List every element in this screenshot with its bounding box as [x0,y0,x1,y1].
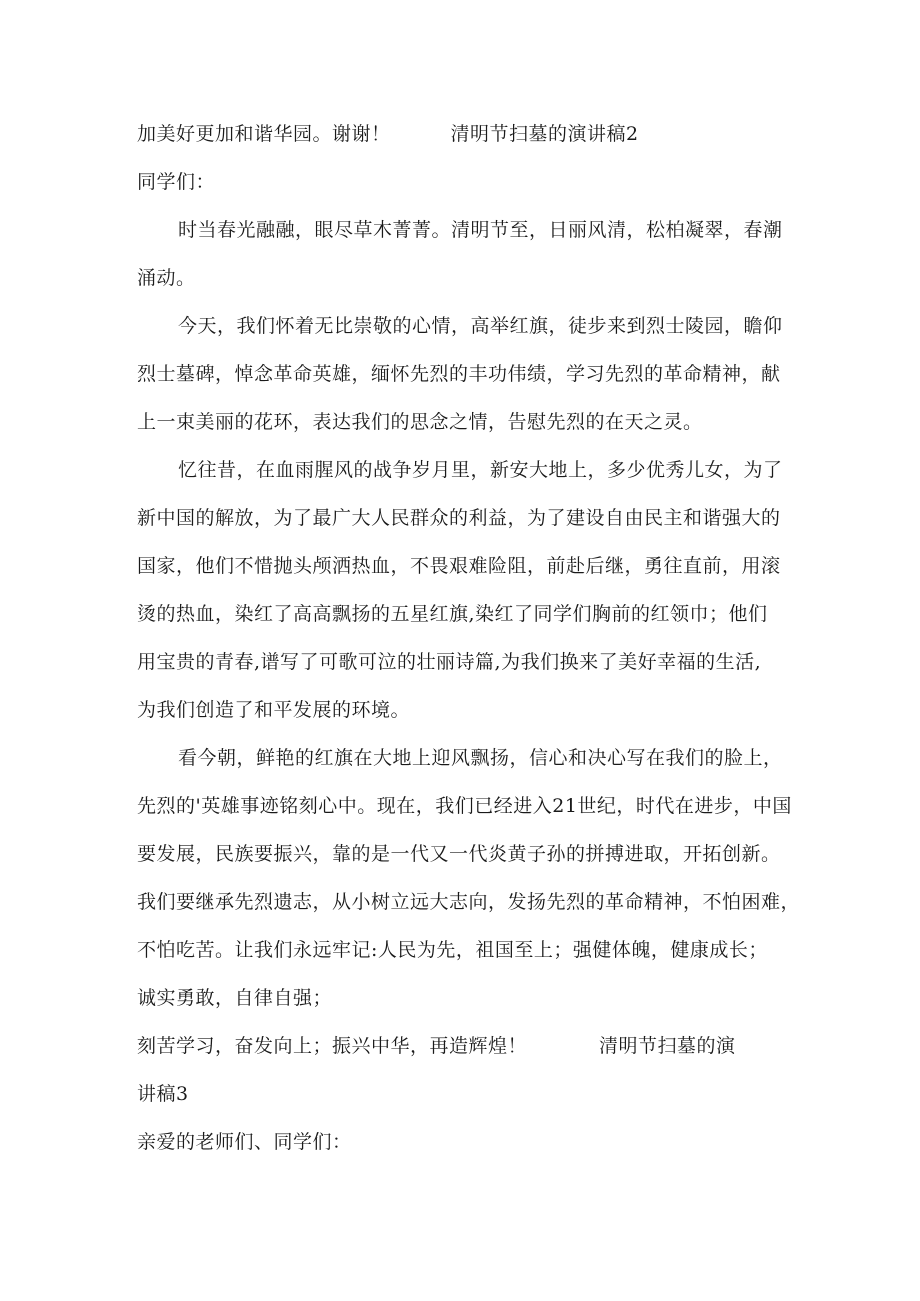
salutation: 同学们： [137,171,216,193]
text-segment: 加美好更加和谐华园。谢谢！ [137,123,391,145]
text-line [137,122,797,146]
paragraph-line: 时当春光融融，眼尽草木菁菁。清明节至，日丽风清，松柏凝翠，春潮 [178,219,783,241]
paragraph-line: 忆往昔，在血雨腥风的战争岁月里，新安大地上，多少优秀儿女，为了 [178,459,783,481]
paragraph-line: 新中国的解放，为了最广大人民群众的利益，为了建设自由民主和谐强大的 [137,507,781,529]
salutation: 亲爱的老师们、同学们： [137,1131,352,1153]
paragraph-line: 不怕吃苦。让我们永远牢记:人民为先，祖国至上；强健体魄，健康成长； [137,939,768,961]
paragraph-line: 我们要继承先烈遗志，从小树立远大志向，发扬先烈的革命精神，不怕困难， [137,891,801,913]
section-heading-continued: 讲稿3 [137,1083,189,1105]
section-heading: 清明节扫墓的演 [599,1035,736,1057]
paragraph-line: 用宝贵的青春,谱写了可歌可泣的壮丽诗篇,为我们换来了美好幸福的生活, [137,651,762,673]
paragraph-line: 看今朝，鲜艳的红旗在大地上迎风飘扬，信心和决心写在我们的脸上， [178,747,783,769]
paragraph-line: 烈士墓碑，悼念革命英雄，缅怀先烈的丰功伟绩，学习先烈的革命精神，献 [137,363,781,385]
paragraph-line: 烫的热血，染红了高高飘扬的五星红旗,染红了同学们胸前的红领巾；他们 [137,603,768,625]
paragraph-line: 为我们创造了和平发展的环境。 [137,699,411,721]
section-heading: 清明节扫墓的演讲稿2 [450,123,639,145]
paragraph-line: 今天，我们怀着无比崇敬的心情，高举红旗，徒步来到烈士陵园，瞻仰 [178,315,783,337]
text-segment: 刻苦学习，奋发向上；振兴中华，再造辉煌！ [137,1035,528,1057]
paragraph-line: 诚实勇敢，自律自强； [137,987,333,1009]
paragraph-line: 先烈的'英雄事迹铭刻心中。现在，我们已经进入21世纪，时代在进步，中国 [137,795,792,817]
paragraph-line: 要发展，民族要振兴，靠的是一代又一代炎黄子孙的拼搏进取，开拓创新。 [137,843,781,865]
paragraph-line: 涌动。 [137,267,196,289]
text-line [137,1034,797,1058]
paragraph-line: 上一束美丽的花环，表达我们的思念之情，告慰先烈的在天之灵。 [137,411,703,433]
paragraph-line: 国家，他们不惜抛头颅洒热血，不畏艰难险阻，前赴后继，勇往直前，用滚 [137,555,781,577]
